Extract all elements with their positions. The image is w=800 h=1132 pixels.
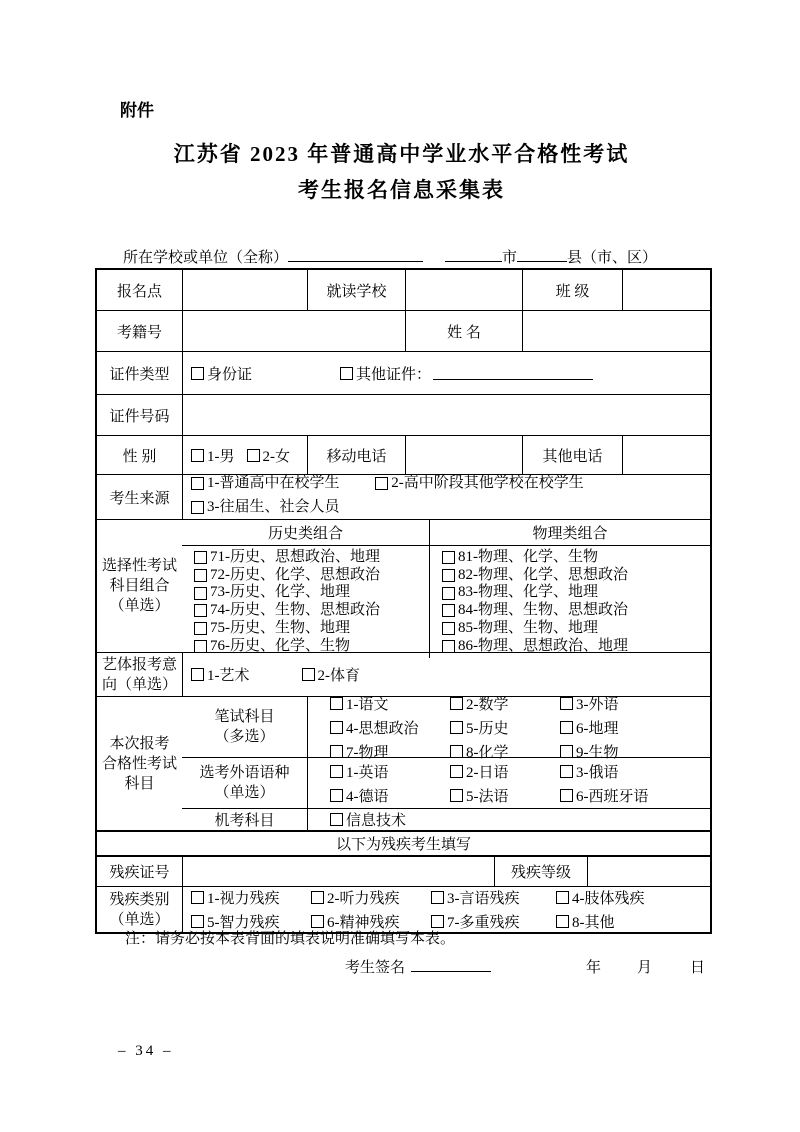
written-label-line1: 笔试科目 xyxy=(214,709,275,725)
row-selective-combos xyxy=(97,519,710,652)
combo-option-73[interactable] xyxy=(194,584,425,602)
gender-option-female[interactable] xyxy=(247,445,291,466)
attend-school-field[interactable] xyxy=(405,270,522,310)
written-subjects-label xyxy=(182,697,307,757)
disability-section-title: 以下为残疾考生填写 xyxy=(335,837,471,853)
option-label: 2-女 xyxy=(262,448,290,465)
disability-option-hearing[interactable] xyxy=(311,887,431,908)
checkbox-icon[interactable] xyxy=(442,587,455,600)
checkbox-icon[interactable] xyxy=(442,640,455,653)
option-label: 2-数学 xyxy=(466,696,509,713)
day-label: 日 xyxy=(690,960,706,976)
gender-label: 性 别 xyxy=(122,448,157,465)
page-title-line1: 江苏省 2023 年普通高中学业水平合格性考试 xyxy=(173,142,630,166)
language-option-spanish[interactable] xyxy=(560,785,708,806)
county-suffix: 县（市、区） xyxy=(567,250,658,266)
school-name-blank[interactable] xyxy=(288,248,423,262)
name-label: 姓 名 xyxy=(405,311,522,351)
history-combo-header: 历史类组合 xyxy=(267,526,343,542)
checkbox-icon[interactable] xyxy=(431,891,444,904)
option-label: 6-西班牙语 xyxy=(576,788,649,805)
option-label: 4-肢体残疾 xyxy=(572,891,645,907)
physics-combo-options xyxy=(429,546,710,658)
cert-type-option-id-card[interactable] xyxy=(191,363,252,384)
option-label: 7-物理 xyxy=(346,744,389,761)
row-reg-no xyxy=(97,310,710,351)
registration-form-table xyxy=(95,268,712,934)
option-label: 83-物理、化学、地理 xyxy=(458,584,598,601)
option-label: 72-历史、化学、思想政治 xyxy=(210,566,380,583)
signature-label: 考生签名 xyxy=(345,960,406,976)
enroll-point-field[interactable] xyxy=(182,270,307,310)
other-phone-field[interactable] xyxy=(622,436,710,474)
language-label xyxy=(182,758,307,808)
checkbox-icon[interactable] xyxy=(450,697,463,710)
checkbox-icon[interactable] xyxy=(330,697,343,710)
school-line-label: 所在学校或单位（全称） xyxy=(123,250,289,266)
written-label-line2: （多选） xyxy=(214,729,275,745)
attachment-label: 附件 xyxy=(120,101,154,120)
written-option-math[interactable] xyxy=(450,693,560,714)
source-option-other-school[interactable] xyxy=(375,473,584,494)
current-exam-label-line2: 合格性考试 xyxy=(101,755,177,772)
checkbox-icon[interactable] xyxy=(194,569,207,582)
attend-school-label: 就读学校 xyxy=(307,270,405,310)
checkbox-icon[interactable] xyxy=(450,789,463,802)
option-label: 3-俄语 xyxy=(576,764,619,781)
art-pe-option-pe[interactable] xyxy=(302,664,361,685)
signature-line xyxy=(95,956,708,977)
source-options xyxy=(182,475,710,519)
option-label: 2-日语 xyxy=(466,764,509,781)
checkbox-icon[interactable] xyxy=(194,604,207,617)
written-option-politics[interactable] xyxy=(330,717,450,738)
language-option-english[interactable] xyxy=(330,761,450,782)
physics-combo-header: 物理类组合 xyxy=(429,520,710,545)
disability-cert-no-field[interactable] xyxy=(182,857,494,886)
combo-option-74[interactable] xyxy=(194,602,425,620)
language-option-french[interactable] xyxy=(450,785,560,806)
combo-headers xyxy=(182,520,710,545)
history-combo-options xyxy=(182,546,429,658)
written-subjects-options xyxy=(307,696,710,761)
city-blank[interactable] xyxy=(445,248,502,262)
combo-option-85[interactable] xyxy=(442,620,706,638)
option-label: 7-多重残疾 xyxy=(447,915,520,931)
option-label: 86-物理、思想政治、地理 xyxy=(458,637,628,654)
disability-type-label xyxy=(97,887,182,932)
option-label: 2-高中阶段其他学校在校学生 xyxy=(391,475,584,491)
option-label: 1-艺术 xyxy=(207,668,250,684)
gender-option-male[interactable] xyxy=(191,445,235,466)
combo-option-71[interactable] xyxy=(194,549,425,567)
checkbox-icon[interactable] xyxy=(560,721,573,734)
source-label: 考生来源 xyxy=(109,490,170,507)
name-field[interactable] xyxy=(522,311,710,351)
checkbox-icon[interactable] xyxy=(191,501,204,514)
page-title-line2: 考生报名信息采集表 xyxy=(298,178,505,202)
option-label: 信息技术 xyxy=(346,813,407,829)
option-label: 3-外语 xyxy=(576,696,619,713)
option-label: 2-体育 xyxy=(317,668,360,684)
language-option-russian[interactable] xyxy=(560,761,708,782)
language-option-japanese[interactable] xyxy=(450,761,560,782)
year-label: 年 xyxy=(586,960,602,976)
combo-option-75[interactable] xyxy=(194,620,425,638)
option-label: 1-英语 xyxy=(346,764,389,781)
selective-label-line2: 科目组合 xyxy=(109,578,170,594)
combo-options xyxy=(182,545,710,658)
option-label: 71-历史、思想政治、地理 xyxy=(210,549,380,565)
written-option-chinese[interactable] xyxy=(330,693,450,714)
source-options-line1 xyxy=(191,473,584,497)
city-suffix: 市 xyxy=(502,250,518,266)
option-label: 81-物理、化学、生物 xyxy=(458,549,598,565)
option-label: 4-思想政治 xyxy=(346,720,419,737)
language-label-line1: 选考外语语种 xyxy=(199,765,290,781)
disability-type-options xyxy=(182,887,710,932)
checkbox-icon[interactable] xyxy=(442,569,455,582)
selective-label-line3: （单选） xyxy=(109,598,170,614)
cert-no-label: 证件号码 xyxy=(109,408,170,425)
checkbox-icon[interactable] xyxy=(450,765,463,778)
reg-no-label: 考籍号 xyxy=(116,324,162,341)
disability-option-vision[interactable] xyxy=(191,887,311,908)
gender-options xyxy=(182,436,307,474)
disability-type-label-line2: （单选） xyxy=(109,911,170,928)
checkbox-icon[interactable] xyxy=(191,668,204,681)
cert-type-label: 证件类型 xyxy=(109,366,170,383)
disability-cert-no-label: 残疾证号 xyxy=(109,865,170,881)
selective-label-line1: 选择性考试 xyxy=(101,558,177,574)
county-blank[interactable] xyxy=(517,248,567,262)
checkbox-icon[interactable] xyxy=(194,640,207,653)
checkbox-icon[interactable] xyxy=(194,551,207,564)
checkbox-icon[interactable] xyxy=(330,765,343,778)
disability-option-speech[interactable] xyxy=(431,887,556,908)
art-pe-option-art[interactable] xyxy=(191,664,250,685)
disability-type-label-line1: 残疾类别 xyxy=(109,891,170,908)
option-label: 5-法语 xyxy=(466,788,509,805)
disability-level-label: 残疾等级 xyxy=(494,857,587,886)
checkbox-icon[interactable] xyxy=(191,449,204,462)
disability-level-field[interactable] xyxy=(587,857,710,886)
row-enroll-point xyxy=(97,270,710,310)
checkbox-icon[interactable] xyxy=(340,367,353,380)
language-label-line2: （单选） xyxy=(214,785,275,801)
option-label: 8-其他 xyxy=(572,915,615,931)
checkbox-icon[interactable] xyxy=(194,587,207,600)
option-label: 74-历史、生物、思想政治 xyxy=(210,602,380,619)
computer-exam-label: 机考科目 xyxy=(214,813,275,829)
checkbox-icon[interactable] xyxy=(556,891,569,904)
mobile-field[interactable] xyxy=(405,436,522,474)
computer-exam-options xyxy=(307,809,710,830)
checkbox-icon[interactable] xyxy=(330,813,343,826)
row-disability-type xyxy=(97,886,710,932)
combo-option-83[interactable] xyxy=(442,584,706,602)
source-option-regular[interactable] xyxy=(191,473,340,494)
row-cert-type xyxy=(97,351,710,394)
row-source xyxy=(97,474,710,519)
art-pe-label-line1: 艺体报考意 xyxy=(101,656,177,673)
current-exam-label xyxy=(97,697,182,830)
option-label: 8-化学 xyxy=(466,744,509,761)
written-option-foreign[interactable] xyxy=(560,693,708,714)
option-label: 73-历史、化学、地理 xyxy=(210,584,350,601)
computer-option-it[interactable] xyxy=(330,809,406,830)
checkbox-icon[interactable] xyxy=(191,477,204,490)
option-label: 1-普通高中在校学生 xyxy=(207,475,340,491)
checkbox-icon[interactable] xyxy=(560,789,573,802)
mobile-label: 移动电话 xyxy=(307,436,405,474)
option-label: 身份证 xyxy=(207,366,253,383)
fill-note: 注：请务必按本表背面的填表说明准确填写本表。 xyxy=(125,931,456,947)
signature-blank[interactable] xyxy=(411,958,491,972)
other-phone-label: 其他电话 xyxy=(522,436,622,474)
checkbox-icon[interactable] xyxy=(191,367,204,380)
option-label: 其他证件： xyxy=(356,366,432,383)
option-label: 6-精神残疾 xyxy=(327,915,400,931)
language-options xyxy=(307,758,710,808)
checkbox-icon[interactable] xyxy=(330,789,343,802)
checkbox-icon[interactable] xyxy=(247,449,260,462)
reg-no-field[interactable] xyxy=(182,311,405,351)
option-label: 2-听力残疾 xyxy=(327,891,400,907)
checkbox-icon[interactable] xyxy=(560,765,573,778)
checkbox-icon[interactable] xyxy=(442,551,455,564)
row-disability-cert xyxy=(97,855,710,886)
option-label: 9-生物 xyxy=(576,744,619,761)
combo-option-84[interactable] xyxy=(442,602,706,620)
option-label: 5-智力残疾 xyxy=(207,915,280,931)
checkbox-icon[interactable] xyxy=(302,668,315,681)
option-label: 1-视力残疾 xyxy=(207,891,280,907)
month-label: 月 xyxy=(637,960,653,976)
checkbox-icon[interactable] xyxy=(194,622,207,635)
cert-type-options xyxy=(182,352,710,394)
art-pe-label xyxy=(97,653,182,696)
other-cert-blank[interactable] xyxy=(433,366,593,380)
source-option-social[interactable] xyxy=(191,497,340,518)
selective-label xyxy=(97,520,182,652)
checkbox-icon[interactable] xyxy=(556,915,569,928)
language-row xyxy=(182,757,710,808)
cert-no-field[interactable] xyxy=(182,395,710,435)
option-label: 3-往届生、社会人员 xyxy=(207,499,340,515)
checkbox-icon[interactable] xyxy=(450,721,463,734)
option-label: 85-物理、生物、地理 xyxy=(458,619,598,636)
class-label: 班 级 xyxy=(522,270,622,310)
row-cert-no xyxy=(97,394,710,435)
enroll-point-label: 报名点 xyxy=(116,283,162,300)
written-option-geography[interactable] xyxy=(560,717,708,738)
current-exam-label-line3: 科目 xyxy=(124,775,155,792)
disability-option-other[interactable] xyxy=(556,911,708,932)
checkbox-icon[interactable] xyxy=(442,604,455,617)
written-option-history[interactable] xyxy=(450,717,560,738)
art-pe-label-line2: 向（单选） xyxy=(101,676,177,693)
row-gender-phone xyxy=(97,435,710,474)
option-label: 1-语文 xyxy=(346,696,389,713)
checkbox-icon[interactable] xyxy=(442,622,455,635)
option-label: 5-历史 xyxy=(466,720,509,737)
row-current-exam xyxy=(97,696,710,830)
combo-option-72[interactable] xyxy=(194,567,425,585)
option-label: 75-历史、生物、地理 xyxy=(210,619,350,636)
cert-type-option-other[interactable] xyxy=(340,363,431,384)
option-label: 82-物理、化学、思想政治 xyxy=(458,566,628,583)
option-label: 84-物理、生物、思想政治 xyxy=(458,602,628,619)
option-label: 4-德语 xyxy=(346,788,389,805)
option-label: 3-言语残疾 xyxy=(447,891,520,907)
option-label: 1-男 xyxy=(207,448,235,465)
source-options-line2 xyxy=(191,497,340,521)
combo-option-82[interactable] xyxy=(442,567,706,585)
computer-exam-row xyxy=(182,808,710,830)
class-field[interactable] xyxy=(622,270,710,310)
page-number: – 34 – xyxy=(118,1043,174,1059)
checkbox-icon[interactable] xyxy=(560,697,573,710)
combo-option-81[interactable] xyxy=(442,549,706,567)
checkbox-icon[interactable] xyxy=(330,721,343,734)
current-exam-label-line1: 本次报考 xyxy=(109,735,170,752)
checkbox-icon[interactable] xyxy=(311,891,324,904)
checkbox-icon[interactable] xyxy=(375,477,388,490)
option-label: 6-地理 xyxy=(576,720,619,737)
disability-option-physical[interactable] xyxy=(556,887,708,908)
row-disability-section-title xyxy=(97,830,710,855)
language-option-german[interactable] xyxy=(330,785,450,806)
option-label: 76-历史、化学、生物 xyxy=(210,637,350,654)
written-subjects-row xyxy=(182,696,710,761)
checkbox-icon[interactable] xyxy=(191,891,204,904)
school-line xyxy=(95,246,708,267)
